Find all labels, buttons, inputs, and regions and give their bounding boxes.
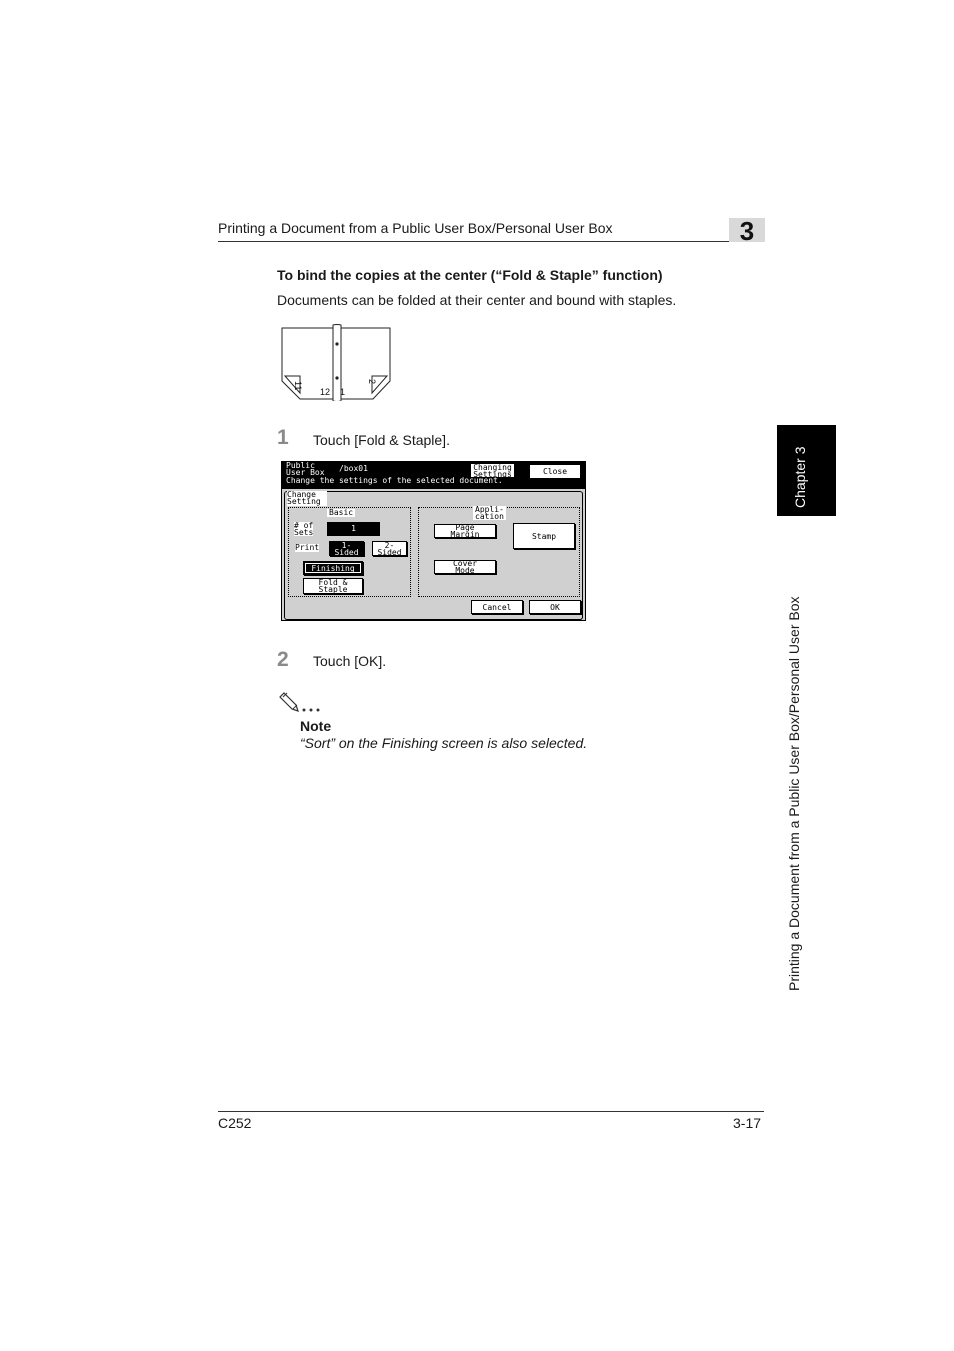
panel-title: Public User Box [286,461,325,477]
footer-model: C252 [218,1115,252,1131]
cancel-button[interactable]: Cancel [471,600,523,614]
running-header-title: Printing a Document from a Public User Box/Personal User Box [218,220,613,236]
cover-mode-button[interactable]: Cover Mode [434,560,496,574]
stamp-button[interactable]: Stamp [513,523,575,549]
basic-group-label: Basic [329,508,354,517]
footer-rule [218,1111,764,1112]
chapter-number: 3 [739,216,755,246]
touch-panel-screenshot [281,461,586,621]
two-sided-button[interactable]: 2- Sided [372,541,407,556]
page-label-2: 2 [367,379,377,385]
step-2-number: 2 [277,648,289,671]
close-button[interactable]: Close [529,464,581,479]
fold-staple-illustration [280,323,394,401]
page-label-1: 1 [340,387,346,397]
sets-label: # of Sets [294,521,314,537]
side-running-title: Printing a Document from a Public User Box/Personal User Box [786,596,802,991]
footer-page-number: 3-17 [733,1115,762,1131]
finishing-button[interactable]: Finishing [303,561,363,575]
one-sided-button[interactable]: 1- Sided [329,541,364,556]
panel-message: Change the settings of the selected document. [286,476,503,485]
page-margin-button[interactable]: Page Margin [434,524,496,538]
section-heading: To bind the copies at the center (“Fold & Staple” function) [277,267,663,283]
page-label-12: 12 [320,387,331,397]
fold-staple-button[interactable]: Fold & Staple [303,578,363,594]
print-label: Print [295,543,320,552]
tab-change-setting[interactable]: Change Setting [287,491,327,506]
changing-settings-indicator: Changing Settings [470,463,515,478]
step-1-number: 1 [277,426,289,449]
step-1-text: Touch [Fold & Staple]. [313,432,450,448]
note-label: Note [300,718,332,734]
sets-value[interactable]: 1 [327,522,380,536]
step-2-text: Touch [OK]. [313,653,387,669]
header-rule [218,241,764,242]
ok-button[interactable]: OK [529,600,581,614]
side-tab-chapter-label: Chapter 3 [792,446,808,508]
section-intro: Documents can be folded at their center and bound with staples. [277,292,677,308]
note-text: “Sort” on the Finishing screen is also selected. [300,735,588,751]
panel-path: /box01 [339,464,368,473]
page-label-11: 11 [293,381,303,391]
application-group-label: Appli- cation [475,505,504,521]
pencil-note-icon [279,690,325,716]
